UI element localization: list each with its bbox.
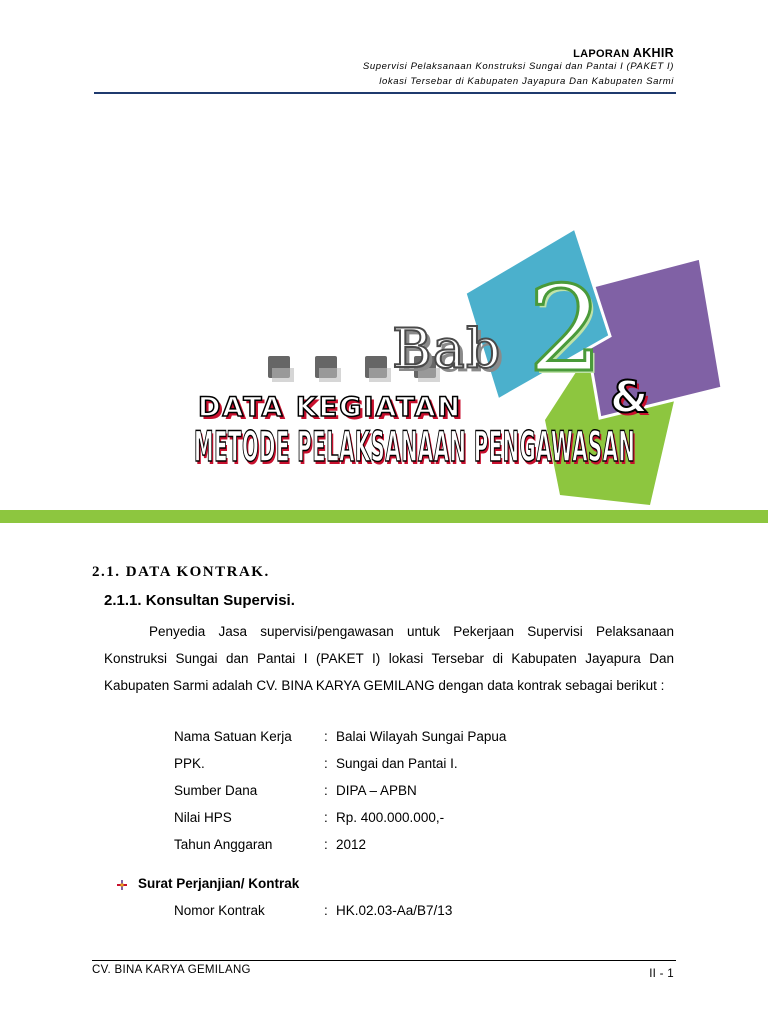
contract-row-separator: : xyxy=(324,837,328,852)
contract-row-label: Nama Satuan Kerja xyxy=(174,729,292,744)
dot-1-shadow xyxy=(272,368,294,382)
contract-row-separator: : xyxy=(324,903,328,918)
intro-paragraph: Penyedia Jasa supervisi/pengawasan untuk Pekerjaan Supervisi Pelaksanaan Konstruksi Sungai dan Pantai I (PAKET I) lokasi Tersebar di Kabupaten Jayapura Dan Kabupaten Sarmi adalah CV. BINA KARYA GEMILANG dengan data kontrak sebagai berikut : xyxy=(104,624,674,693)
contract-row-separator: : xyxy=(324,783,328,798)
contract-row-value: HK.02.03-Aa/B7/13 xyxy=(336,903,453,918)
contract-row-value: Balai Wilayah Sungai Papua xyxy=(336,729,507,744)
chapter-number: 2 xyxy=(528,260,604,398)
project-subtitle-line2: lokasi Tersebar di Kabupaten Jayapura Dan Kabupaten Sarmi xyxy=(379,76,674,87)
dot-2-shadow xyxy=(319,368,341,382)
contract-row-label: Nomor Kontrak xyxy=(174,903,265,918)
footer-company: CV. BINA KARYA GEMILANG xyxy=(92,964,251,976)
contract-row-value: 2012 xyxy=(336,837,367,852)
page-number: II - 1 xyxy=(649,968,674,980)
contract-row-label: Sumber Dana xyxy=(174,783,258,798)
contract-row-value: Rp. 400.000.000,- xyxy=(336,810,445,825)
contract-row-separator: : xyxy=(324,756,328,771)
subsection-heading: 2.1.1. Konsultan Supervisi. xyxy=(104,592,295,609)
report-title-prefix: LAPORAN xyxy=(573,48,633,60)
contract-row-label: Nilai HPS xyxy=(174,810,232,825)
chapter-title-line2: METODE PELAKSANAAN PENGAWASAN xyxy=(194,422,636,471)
green-divider-bar xyxy=(0,510,768,523)
diamond-bullet-icon xyxy=(117,880,127,890)
project-subtitle-line1: Supervisi Pelaksanaan Konstruksi Sungai dan Pantai I (PAKET I) xyxy=(362,61,674,72)
chapter-title-line1: DATA KEGIATAN xyxy=(198,392,463,423)
contract-row-separator: : xyxy=(324,810,328,825)
chapter-title-ampersand: & xyxy=(610,372,649,423)
report-title-main: AKHIR xyxy=(632,46,674,60)
footer-rule xyxy=(92,960,676,961)
contract-agreement-label: Surat Perjanjian/ Kontrak xyxy=(138,876,300,891)
chapter-word: Bab xyxy=(392,317,502,380)
dot-3-shadow xyxy=(369,368,391,382)
contract-row-value: DIPA – APBN xyxy=(336,783,417,798)
contract-row-separator: : xyxy=(324,729,328,744)
contract-row-label: Tahun Anggaran xyxy=(174,837,273,852)
contract-row-value: Sungai dan Pantai I. xyxy=(336,756,458,771)
section-heading: 2.1. DATA KONTRAK. xyxy=(92,564,270,580)
contract-row-label: PPK. xyxy=(174,756,205,771)
